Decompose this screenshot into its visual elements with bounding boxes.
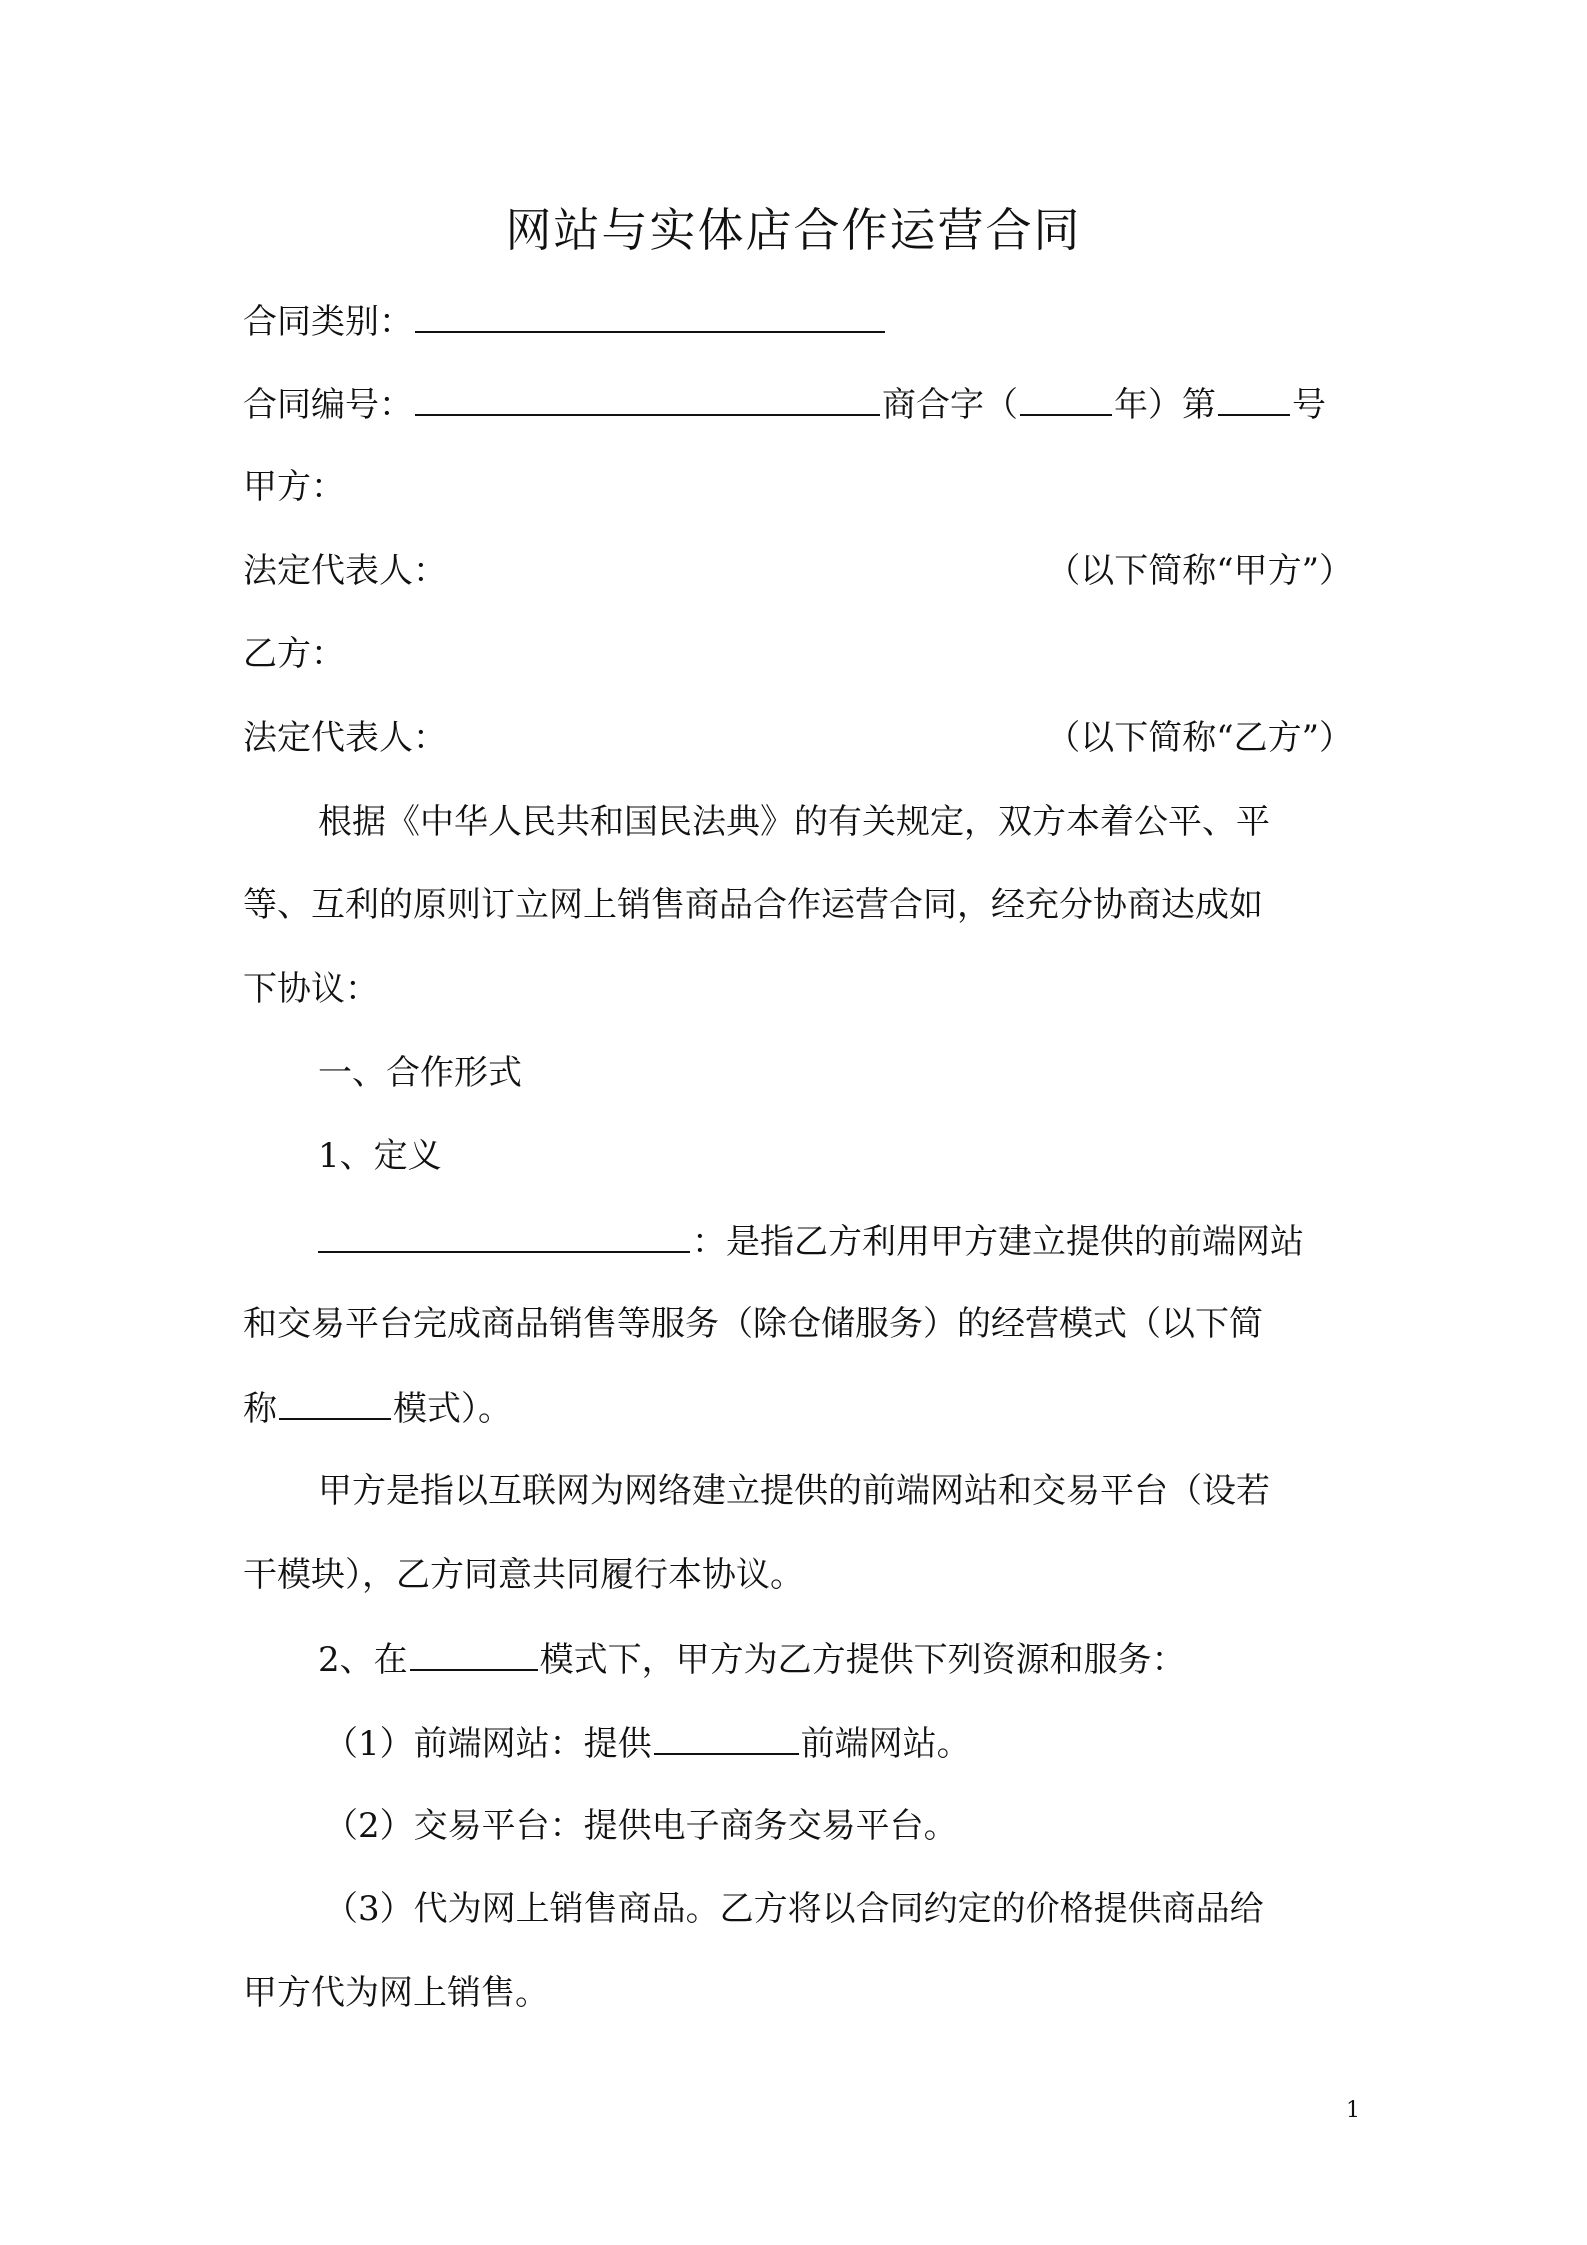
intro-line-3: 下协议： [243, 969, 379, 1009]
party-a-definition-line-1: 甲方是指以互联网为网络建立提供的前端网站和交易平台（设若 [318, 1471, 1270, 1511]
sub-item-3-line-1: （3）代为网上销售商品。乙方将以合同约定的价格提供商品给 [324, 1889, 1264, 1929]
party-b-rep-label: 法定代表人： [243, 718, 447, 758]
party-b-representative-line [243, 713, 1353, 763]
party-a-representative-line [243, 546, 1353, 596]
intro-line-2: 等、互利的原则订立网上销售商品合作运营合同，经充分协商达成如 [243, 885, 1263, 925]
sub-item-1-suffix: 前端网站。 [800, 1724, 971, 1764]
party-a-alias: （以下简称“甲方”） [1046, 551, 1353, 591]
page-number: 1 [1346, 2098, 1360, 2123]
sub-item-1 [324, 1717, 1434, 1769]
sub-item-1-prefix: （1）前端网站：提供 [324, 1724, 652, 1764]
definition-line-2: 和交易平台完成商品销售等服务（除仓储服务）的经营模式（以下简 [243, 1304, 1263, 1344]
item-heading-1: 1、定义 [318, 1136, 442, 1176]
sub-item-2: （2）交易平台：提供电子商务交易平台。 [324, 1806, 958, 1846]
contract-number-prefix: 商合字（ [882, 385, 1018, 425]
contract-seq-blank [1218, 378, 1290, 416]
party-b-line: 乙方： [243, 634, 345, 674]
section-heading-1: 一、合作形式 [318, 1053, 522, 1093]
definition-prefix: 称 [243, 1389, 277, 1429]
sub-item-3-line-2: 甲方代为网上销售。 [243, 1973, 549, 2013]
party-b-alias: （以下简称“乙方”） [1046, 718, 1353, 758]
contract-type-line [243, 295, 1353, 347]
document-title: 网站与实体店合作运营合同 [505, 203, 1082, 257]
item2-mode-blank [410, 1633, 538, 1671]
definition-line-3 [243, 1382, 1353, 1434]
contract-type-label: 合同类别： [243, 302, 413, 342]
contract-number-label: 合同编号： [243, 385, 413, 425]
item-heading-2 [318, 1633, 1428, 1685]
contract-number-line [243, 378, 1353, 430]
item2-suffix: 模式下，甲方为乙方提供下列资源和服务： [539, 1640, 1186, 1680]
party-a-line: 甲方： [243, 467, 345, 507]
contract-type-blank [415, 295, 885, 333]
definition-term-blank [318, 1215, 690, 1253]
definition-text: ：是指乙方利用甲方建立提供的前端网站 [692, 1222, 1304, 1262]
party-a-definition-line-2: 干模块），乙方同意共同履行本协议。 [243, 1555, 804, 1595]
item2-prefix: 2、在 [318, 1640, 408, 1680]
party-a-rep-label: 法定代表人： [243, 551, 447, 591]
definition-line-1 [318, 1215, 1428, 1267]
mode-name-blank [279, 1382, 391, 1420]
contract-year-suffix: 年）第 [1114, 385, 1216, 425]
contract-number-suffix: 号 [1292, 385, 1326, 425]
contract-year-blank [1020, 378, 1112, 416]
contract-number-blank [415, 378, 880, 416]
definition-suffix: 模式）。 [393, 1389, 512, 1429]
frontend-site-blank [654, 1717, 799, 1755]
intro-line-1: 根据《中华人民共和国民法典》的有关规定，双方本着公平、平 [318, 802, 1270, 842]
